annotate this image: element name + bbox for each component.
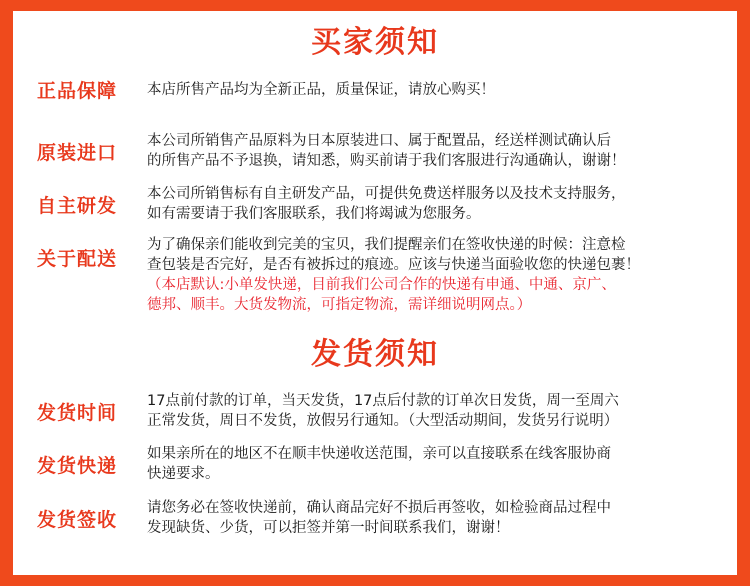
- desc-line: 正常发货，周日不发货，放假另行通知。（大型活动期间，发货另行说明）: [147, 413, 619, 429]
- buyer-item-desc: [147, 184, 727, 224]
- desc-line: 本公司所销售标有自主研发产品，可提供免费送样服务以及技术支持服务，: [147, 186, 626, 202]
- shipping-item-desc: [147, 444, 727, 484]
- desc-line: 的所售产品不予退换，请知悉，购买前请于我们客服进行沟通确认，谢谢！: [147, 153, 626, 169]
- buyer-item-label: 原装进口: [37, 142, 118, 164]
- desc-line-highlight: 德邦、顺丰。大货发物流，可指定物流，需详细说明网点。）: [147, 297, 532, 313]
- desc-line: 如有需要请于我们客服联系，我们将竭诚为您服务。: [147, 206, 481, 222]
- buyer-item-label: 自主研发: [37, 195, 118, 217]
- desc-line: 如果亲所在的地区不在顺丰快递收送范围，亲可以直接联系在线客服协商: [147, 446, 611, 462]
- desc-line: 查包装是否完好，是否有被拆过的痕迹。应该与快递当面验收您的快递包裹！: [147, 257, 640, 273]
- shipping-item-desc: [147, 391, 727, 431]
- shipping-item-label: 发货签收: [37, 509, 118, 531]
- desc-line-highlight: （本店默认:小单发快递，目前我们公司合作的快递有申通、中通、京广、: [147, 277, 616, 293]
- shipping-item-label: 发货快递: [37, 455, 118, 477]
- buyer-notice-title: 买家须知: [311, 25, 439, 60]
- desc-line: 本店所售产品均为全新正品，质量保证，请放心购买！: [147, 82, 495, 98]
- desc-line: 发现缺货、少货，可以拒签并第一时间联系我们，谢谢！: [147, 520, 510, 536]
- desc-line: 为了确保亲们能收到完美的宝贝，我们提醒亲们在签收快递的时候：注意检: [147, 237, 626, 253]
- shipping-item-desc: [147, 498, 727, 538]
- desc-line: 17点前付款的订单，当天发货，17点后付款的订单次日发货，周一至周六: [147, 393, 619, 409]
- buyer-item-label: 正品保障: [37, 80, 118, 102]
- buyer-item-desc: [147, 80, 727, 100]
- desc-line: 快递要求。: [147, 466, 220, 482]
- desc-line: 本公司所销售产品原料为日本原装进口、属于配置品，经送样测试确认后: [147, 133, 611, 149]
- shipping-item-label: 发货时间: [37, 402, 118, 424]
- notice-panel: [13, 11, 737, 575]
- buyer-item-label: 关于配送: [37, 248, 118, 270]
- shipping-notice-title: 发货须知: [311, 337, 439, 372]
- buyer-item-desc: [147, 131, 727, 171]
- desc-line: 请您务必在签收快递前，确认商品完好不损后再签收，如检验商品过程中: [147, 500, 611, 516]
- buyer-item-desc: [147, 235, 727, 315]
